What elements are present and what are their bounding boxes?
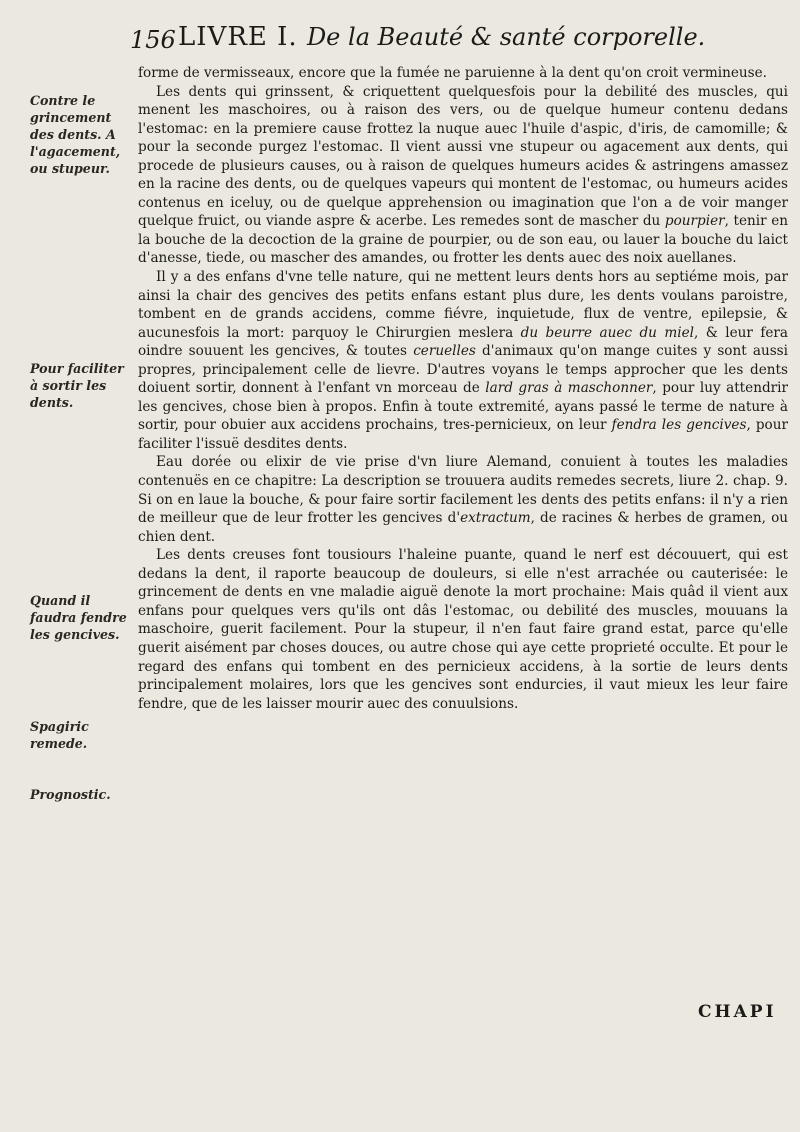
body-text xyxy=(138,64,788,713)
italic-term: fendra les gencives xyxy=(611,417,747,434)
running-title xyxy=(178,22,705,52)
italic-term: extractum xyxy=(460,510,531,527)
margin-note-faciliter: Pour faciliter à sortir les dents. xyxy=(30,361,124,410)
text-run: , pour faciliter l'issuë desdites dents. xyxy=(138,417,788,452)
text-run: , de racines & herbes de gramen, ou chien dent. xyxy=(138,510,789,545)
running-title-italic: De la Beauté & santé corporelle. xyxy=(306,23,706,51)
text-run: Eau dorée ou elixir de vie prise d'vn liure Alemand, conuient à toutes les maladies contenuës en ce chapitre: La description se trouuera audits remedes secrets, liure 2. chap. 9. Si on en laue la bouche, & pour faire sortir facilement les dents des petits enfans: il n'y a rien de meilleur que de leur frotter les gencives d' xyxy=(138,454,788,527)
margin-note-fendre: Quand il faudra fendre les gencives. xyxy=(30,593,127,642)
italic-term: ceruelles xyxy=(413,343,476,360)
running-title-main: LIVRE I. xyxy=(178,22,298,52)
text-run: , & leur fera oindre souuent les gencives, & toutes xyxy=(138,324,788,360)
text-run: , pour luy attendrir les gencives, chose bien à propos. Enfin à toute extremité, ayans passé le terme de nature à sortir, pour obuier aux accidens prochains, tres-pernicieux, on leur xyxy=(138,380,788,434)
margin-note-prognostic: Prognostic. xyxy=(30,787,111,802)
text-run: d'animaux qu'on mange cuites y sont aussi propres, principalement celle de lievre. D'autres voyans le temps approcher que les dents doiuent sortir, donnent à l'enfant vn morceau de xyxy=(138,343,789,397)
text-run: , tenir en la bouche de la decoction de la graine de pourpier, ou de son eau, ou lauer la bouche du laict d'anesse, tiede, ou mascher des amandes, ou frotter les dents auec des noix auellanes. xyxy=(138,213,789,267)
page-header xyxy=(130,22,770,62)
paragraph-enfants xyxy=(138,268,788,453)
paragraph-prognostic: Les dents creuses font tousiours l'haleine puante, quand le nerf est découuert, qui est dedans la dent, il raporte beaucoup de douleurs, si elle n'est arrachée ou cauterisée: le grincement de dents en vne maladie aiguë denote la mort prochaine: Mais quâd il vient aux enfans pour quelques vers qu'ils ont dâs l'estomac, ou debilité des muscles, mouuans la maschoire, guerit facilement. Pour la stupeur, il n'en faut faire grand estat, parce qu'elle guerit aisément par choses douces, ou autre chose qui aye cette proprieté occulte. Et pour le regard des enfans qui tombent en des pernicieux accidens, à la sortie de leurs dents principalement molaires, lors que les gencives sont endurcies, il vaut mieux les leur faire fendre, que de les laisser mourir auec des conuulsions. xyxy=(138,547,788,712)
margin-note-grincement: Contre le grincement des dents. A l'agacement, ou stupeur. xyxy=(30,93,121,176)
margin-note-spagiric: Spagiric remede. xyxy=(30,719,89,751)
paragraph-grincement xyxy=(138,83,788,268)
text-run: Il y a des enfans d'vne telle nature, qui ne mettent leurs dents hors au septiéme mois, par ainsi la chair des gencives des petits enfans estant plus dure, les dents voulans paroistre, tombent en de grands accidens, comme fiévre, inquietude, flux de ventre, epilepsie, & aucunesfois la mort: parquoy le Chirurgien meslera xyxy=(138,269,788,341)
page-number: 156 xyxy=(130,26,176,54)
italic-term: du beurre auec du miel xyxy=(520,324,694,341)
italic-term: pourpier xyxy=(664,213,725,230)
paragraph-eau-doree xyxy=(138,453,788,546)
paragraph-continued: forme de vermisseaux, encore que la fumée ne paruienne à la dent qu'on croit vermineuse. xyxy=(138,65,767,81)
catchword: CHAPI xyxy=(698,1002,777,1022)
text-run: Les dents qui grinssent, & criquettent quelquesfois pour la debilité des muscles, qui menent les maschoires, ou à raison des vers, ou de quelque humeur contenu dedans l'estomac: en la premiere cause frottez la nuque auec l'huile d'aspic, d'iris, de camomille; & pour la seconde purgez l'estomac. Il vient aussi vne stupeur ou agacement aux dents, qui procede de plusieurs causes, ou à raison de quelques humeurs acides & astringens amassez en la racine des dents, ou de quelques vapeurs qui montent de l'estomac, ou humeurs acides contenus en iceluy, ou de quelque apprehension ou imagination que l'on a de voir manger quelque fruict, ou viande aspre & acerbe. Les remedes sont de mascher du xyxy=(138,83,788,230)
italic-term: lard gras à maschonner xyxy=(485,380,653,397)
